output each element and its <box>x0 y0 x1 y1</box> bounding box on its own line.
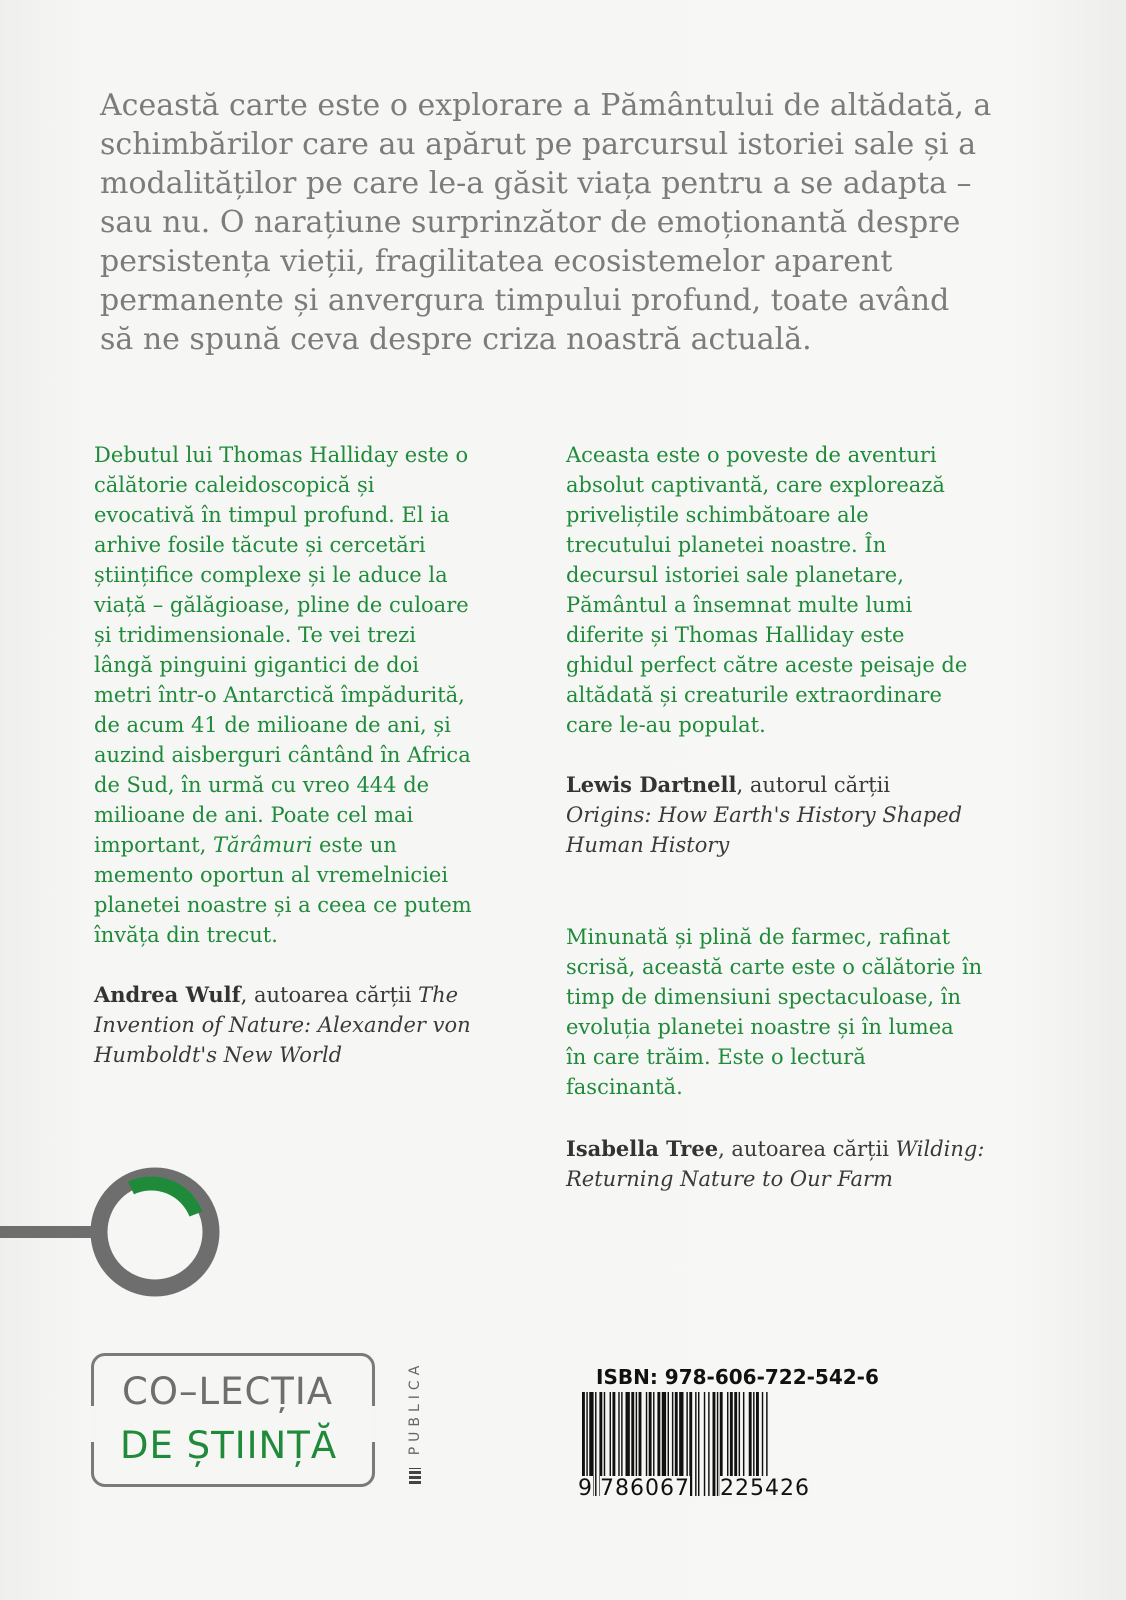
author-name: Isabella Tree <box>566 1136 719 1161</box>
quote-dartnell-attribution <box>566 770 1026 860</box>
barcode-bar <box>698 1392 699 1496</box>
book-title: The <box>418 983 459 1007</box>
quote-line: de Sud, în urmă cu vreo 444 de <box>94 773 430 797</box>
publica-logo-icon <box>409 1468 421 1484</box>
book-title: Returning Nature to Our Farm <box>566 1167 893 1191</box>
quote-line: fascinantă. <box>566 1075 683 1099</box>
isbn-label: ISBN: 978-606-722-542-6 <box>596 1365 879 1389</box>
quote-wulf-text <box>94 440 514 950</box>
quote-line: ghidul perfect către aceste peisaje de <box>566 653 968 677</box>
quote-text: este un <box>312 833 397 857</box>
quote-line: memento oportun al vremelniciei <box>94 863 449 887</box>
quote-line: milioane de ani. Poate cel mai <box>94 803 414 827</box>
quote-line: decursul istoriei sale planetare, <box>566 563 904 587</box>
barcode-bar <box>708 1392 709 1496</box>
attribution-line <box>566 800 1026 830</box>
book-title-italic: Tărâmuri <box>213 833 313 857</box>
barcode-bar <box>695 1392 696 1496</box>
magnifier-handle <box>0 1226 100 1238</box>
quote-line: arhive fosile tăcute și cercetări <box>94 533 426 557</box>
quote-line: diferite și Thomas Halliday este <box>566 623 905 647</box>
magnifier-ring <box>99 1176 211 1288</box>
quote-line: călătorie caleidoscopică și <box>94 473 375 497</box>
book-title: Humboldt's New World <box>94 1043 343 1067</box>
attribution-line <box>566 1134 1026 1164</box>
attribution-line <box>94 1040 534 1070</box>
intro-line: sau nu. O narațiune surprinzător de emoționantă despre <box>100 205 961 240</box>
attribution-line <box>94 980 534 1010</box>
quote-line: de acum 41 de milioane de ani, și <box>94 713 451 737</box>
collection-line-1: CO–LECȚIA <box>122 1370 334 1413</box>
quote-line: lângă pinguini gigantici de doi <box>94 653 419 677</box>
author-role: , autoarea cărții <box>240 983 419 1007</box>
intro-line: persistența vieții, fragilitatea ecosistemelor aparent <box>100 244 893 279</box>
book-title: Origins: How Earth's History Shaped <box>566 803 963 827</box>
author-name: Andrea Wulf <box>94 982 241 1007</box>
quote-line: evocativă în timpul profund. El ia <box>94 503 450 527</box>
quote-line: trecutului planetei noastre. În <box>566 533 887 557</box>
quote-line: scrisă, această carte este o călătorie în <box>566 955 983 979</box>
isbn-digit-group-1: 786067 <box>600 1476 690 1501</box>
quote-line: viață – gălăgioase, pline de culoare <box>94 593 469 617</box>
quote-dartnell-text <box>566 440 1016 740</box>
quote-line: auzind aisberguri cântând în Africa <box>94 743 471 767</box>
attribution-line <box>566 1164 1026 1194</box>
isbn-digit-lead: 9 <box>578 1476 593 1501</box>
publisher-name: PUBLICA <box>407 1360 423 1456</box>
barcode-bar <box>713 1392 716 1496</box>
quote-line: Aceasta este o poveste de aventuri <box>566 443 937 467</box>
quote-line: planetei noastre și a ceea ce putem <box>94 893 472 917</box>
quote-line: altădată și creaturile extraordinare <box>566 683 942 707</box>
intro-line: modalităților pe care le-a găsit viața pentru a se adapta – <box>100 166 972 201</box>
intro-line: permanente și anvergura timpului profund, toate având <box>100 283 950 318</box>
isbn-digit-group-2: 225426 <box>720 1476 810 1501</box>
intro-line: Această carte este o explorare a Pământului de altădată, a <box>100 88 992 123</box>
quote-tree-attribution <box>566 1134 1026 1194</box>
intro-line: schimbărilor care au apărut pe parcursul istoriei sale și a <box>100 127 977 162</box>
magnifier-icon <box>0 1150 230 1310</box>
barcode-bar <box>595 1392 596 1496</box>
quote-line: Debutul lui Thomas Halliday este o <box>94 443 469 467</box>
quote-line: Pământul a însemnat multe lumi <box>566 593 913 617</box>
book-title: Invention of Nature: Alexander von <box>94 1013 471 1037</box>
quote-tree-text <box>566 922 1026 1102</box>
intro-paragraph <box>100 86 1000 359</box>
quote-line: în care trăim. Este o lectură <box>566 1045 866 1069</box>
barcode-bar <box>704 1392 705 1496</box>
book-title: Human History <box>566 833 730 857</box>
collection-badge <box>91 1353 375 1487</box>
quote-text: important, <box>94 833 214 857</box>
barcode-bar <box>717 1392 718 1496</box>
quote-wulf-attribution <box>94 980 534 1070</box>
attribution-line <box>566 770 1026 800</box>
quote-line: și tridimensionale. Te vei trezi <box>94 623 416 647</box>
quote-line: timp de dimensiuni spectaculoase, în <box>566 985 962 1009</box>
collection-line-2: DE ȘTIINȚĂ <box>120 1424 338 1467</box>
intro-line: să ne spună ceva despre criza noastră actuală. <box>100 322 812 357</box>
quote-line: Minunată și plină de farmec, rafinat <box>566 925 951 949</box>
quote-line: metri într-o Antarctică împădurită, <box>94 683 465 707</box>
quote-line: care le-au populat. <box>566 713 766 737</box>
publisher-imprint <box>400 1350 430 1490</box>
quote-line: evoluția planetei noastre și în lumea <box>566 1015 954 1039</box>
author-role: , autorul cărții <box>736 773 891 797</box>
quote-line: priveliștile schimbătoare ale <box>566 503 869 527</box>
attribution-line <box>94 1010 534 1040</box>
book-title: Wilding: <box>895 1137 985 1161</box>
quote-line: absolut captivantă, care explorează <box>566 473 945 497</box>
attribution-line <box>566 830 1026 860</box>
quote-line: învăța din trecut. <box>94 923 278 947</box>
author-name: Lewis Dartnell <box>566 772 737 797</box>
quote-line <box>94 830 514 860</box>
quote-line: științifice complexe și le aduce la <box>94 563 448 587</box>
author-role: , autoarea cărții <box>718 1137 896 1161</box>
